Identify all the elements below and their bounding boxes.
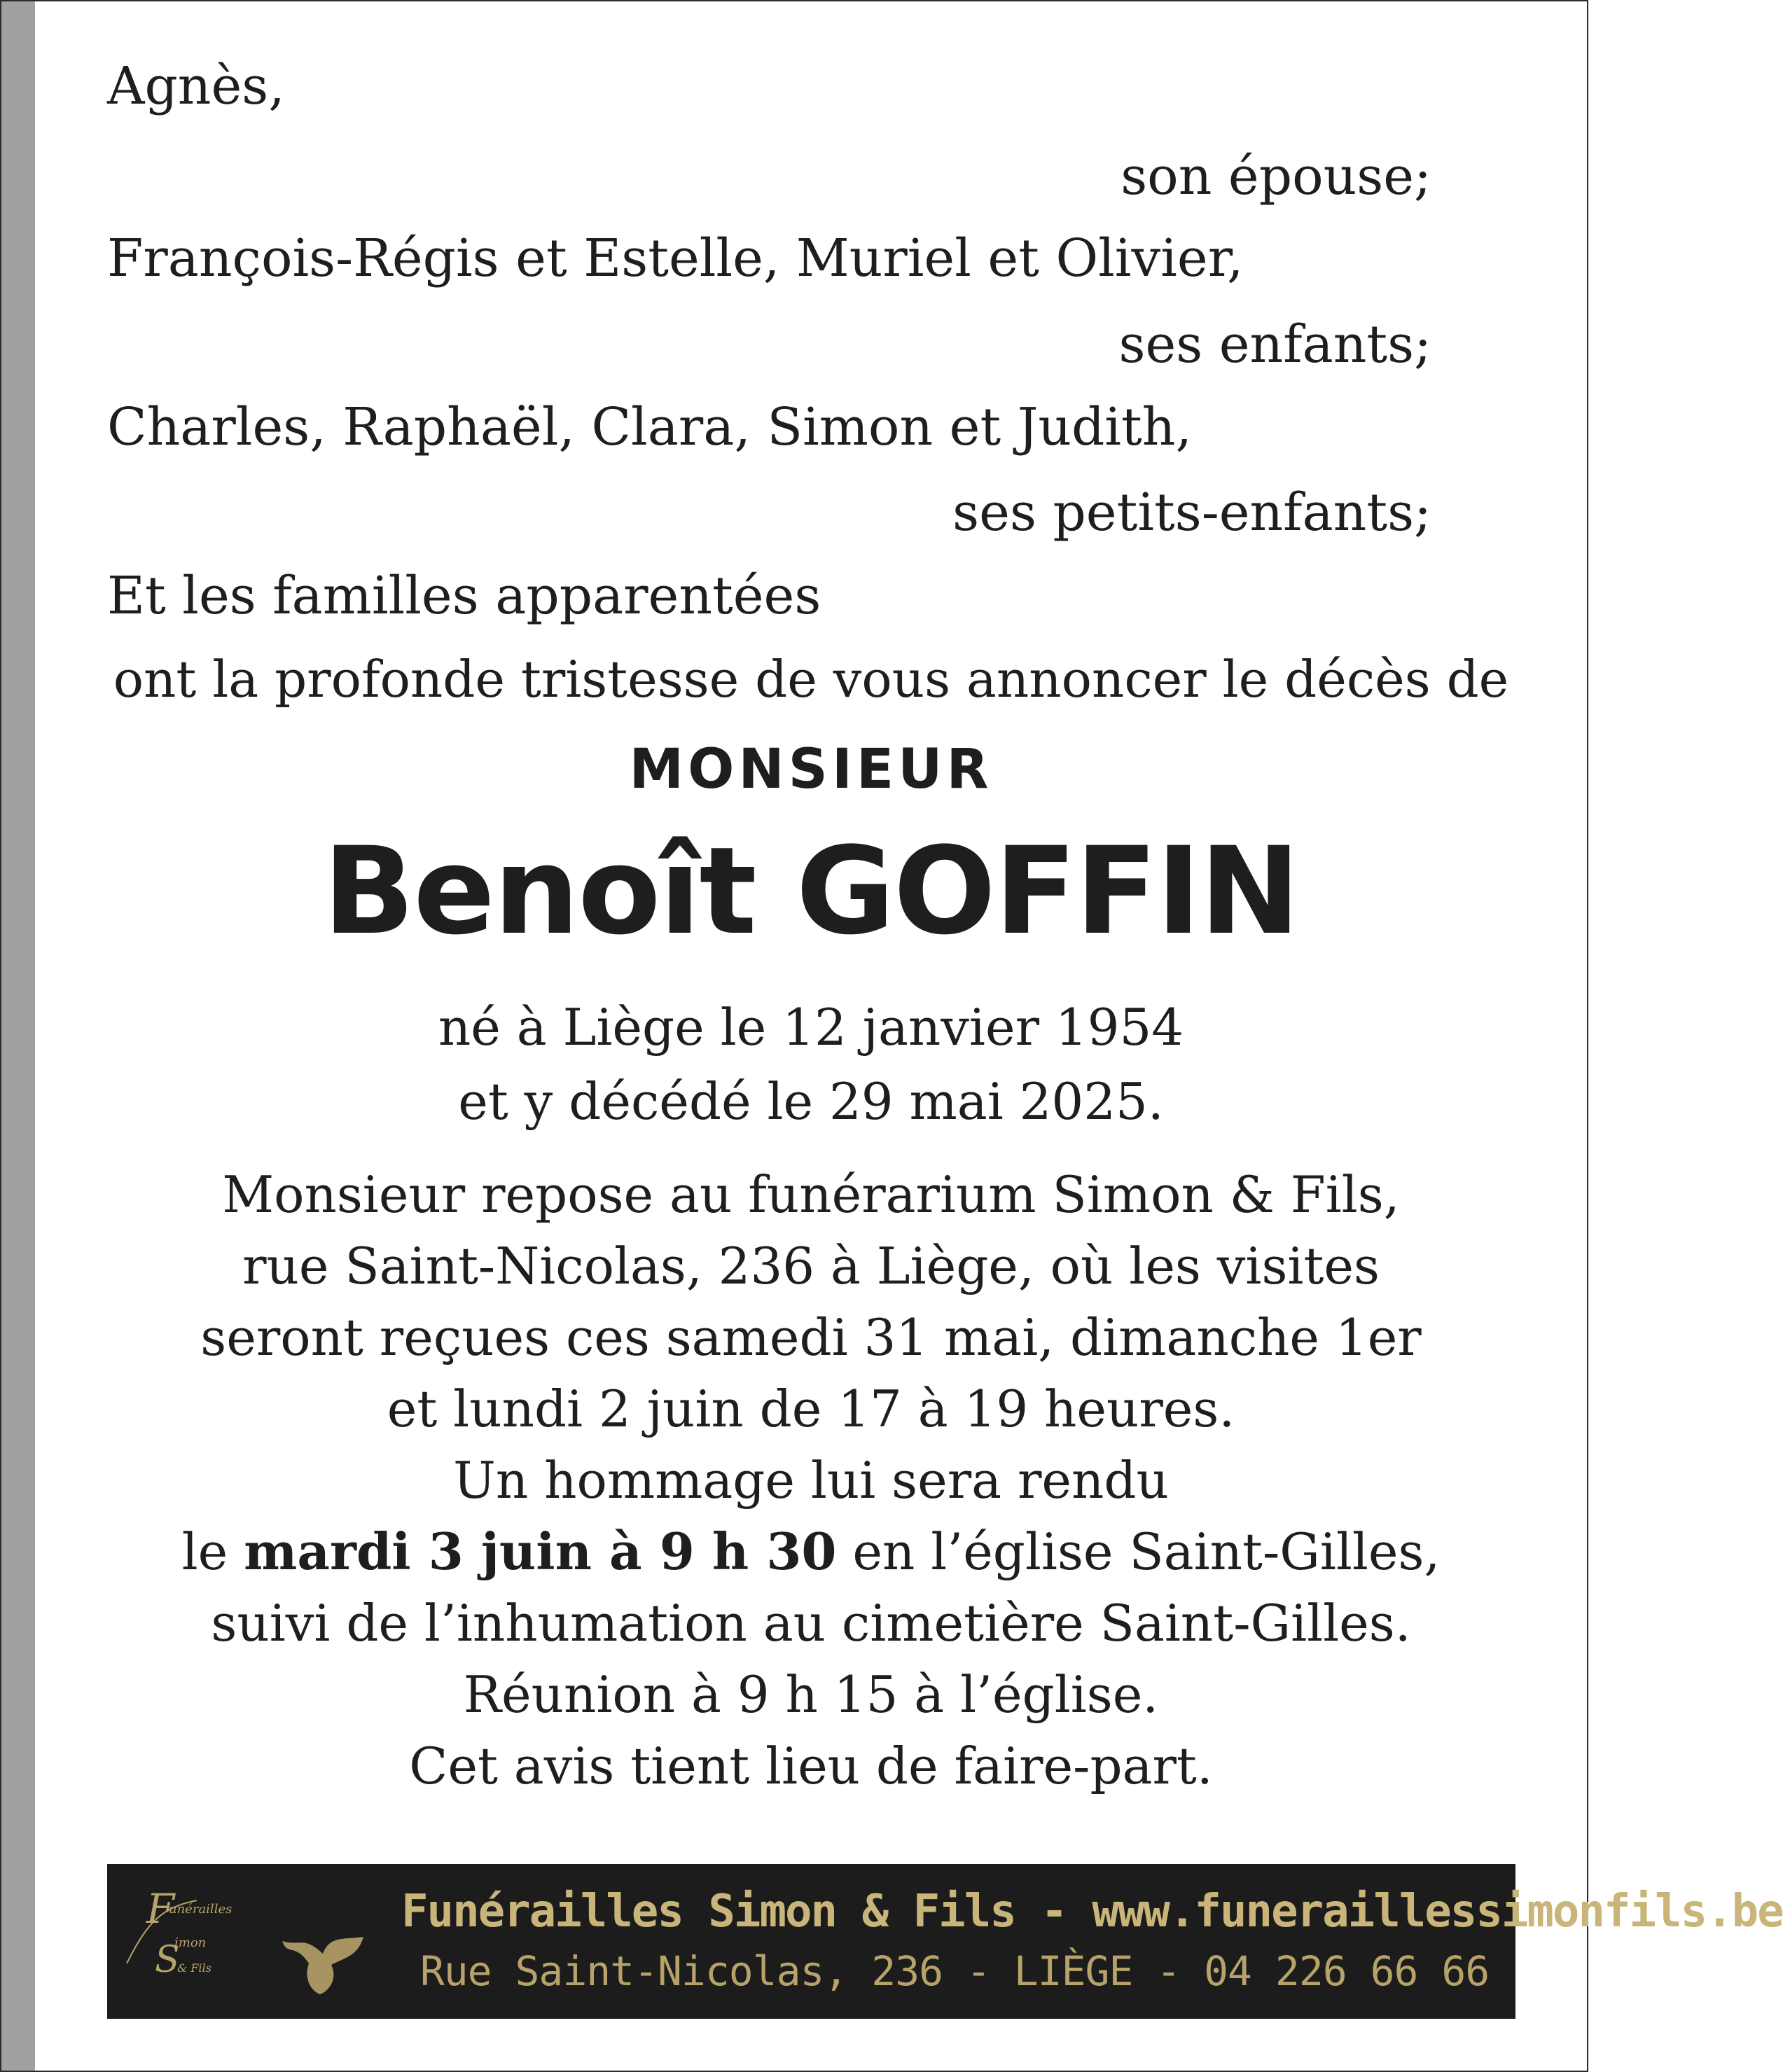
- funeral-home-name-website: Funérailles Simon & Fils - www.funeraillessimonfils.be: [401, 1886, 1783, 1938]
- details-line-5: Un hommage lui sera rendu: [453, 1451, 1169, 1510]
- death-line: et y décédé le 29 mai 2025.: [458, 1072, 1164, 1131]
- family-name-spouse: Agnès,: [107, 56, 285, 116]
- honorific-title: MONSIEUR: [629, 738, 993, 801]
- svg-text:S: S: [155, 1939, 180, 1981]
- left-margin-bar: [1, 1, 35, 2071]
- funeral-home-address-phone: Rue Saint-Nicolas, 236 - LIÈGE - 04 226 66 66: [419, 1947, 1490, 1995]
- ceremony-line: [35, 1516, 1587, 1587]
- family-names-children: François-Régis et Estelle, Muriel et Olivier,: [107, 228, 1244, 288]
- svg-text:F: F: [146, 1885, 175, 1933]
- family-relation-grandchildren: ses petits-enfants;: [952, 482, 1431, 543]
- svg-text:unérailles: unérailles: [169, 1902, 233, 1917]
- ceremony-place: en l’église Saint-Gilles,: [836, 1522, 1441, 1581]
- ceremony-date: mardi 3 juin à 9 h 30: [244, 1522, 837, 1581]
- details-line-8: Réunion à 9 h 15 à l’église.: [463, 1665, 1159, 1724]
- details-line-4: et lundi 2 juin de 17 à 19 heures.: [387, 1379, 1235, 1438]
- details-line-1: Monsieur repose au funérarium Simon & Fils,: [222, 1165, 1400, 1224]
- funeral-details: [35, 1159, 1587, 1802]
- birth-line: né à Liège le 12 janvier 1954: [438, 998, 1184, 1057]
- dove-icon: [282, 1937, 363, 1994]
- family-names-grandchildren: Charles, Raphaël, Clara, Simon et Judith,: [107, 397, 1192, 457]
- funeral-home-banner: [107, 1864, 1783, 2019]
- announcement-text: ont la profonde tristesse de vous annoncer le décès de: [113, 650, 1509, 709]
- details-line-7: suivi de l’inhumation au cimetière Saint-Gilles.: [211, 1594, 1411, 1653]
- family-relation-children: ses enfants;: [1118, 314, 1431, 375]
- ceremony-prefix: le: [181, 1522, 244, 1581]
- svg-text:& Fils: & Fils: [177, 1961, 211, 1975]
- details-line-2: rue Saint-Nicolas, 236 à Liège, où les visites: [242, 1237, 1380, 1295]
- svg-text:imon: imon: [174, 1935, 207, 1950]
- family-related-families: Et les familles apparentées: [107, 566, 821, 626]
- family-relation-spouse: son épouse;: [1121, 146, 1431, 207]
- details-line-9: Cet avis tient lieu de faire-part.: [409, 1737, 1213, 1795]
- deceased-name: Benoît GOFFIN: [323, 821, 1299, 961]
- details-line-3: seront reçues ces samedi 31 mai, dimanche 1er: [200, 1308, 1422, 1367]
- birth-death-dates: [35, 990, 1587, 1139]
